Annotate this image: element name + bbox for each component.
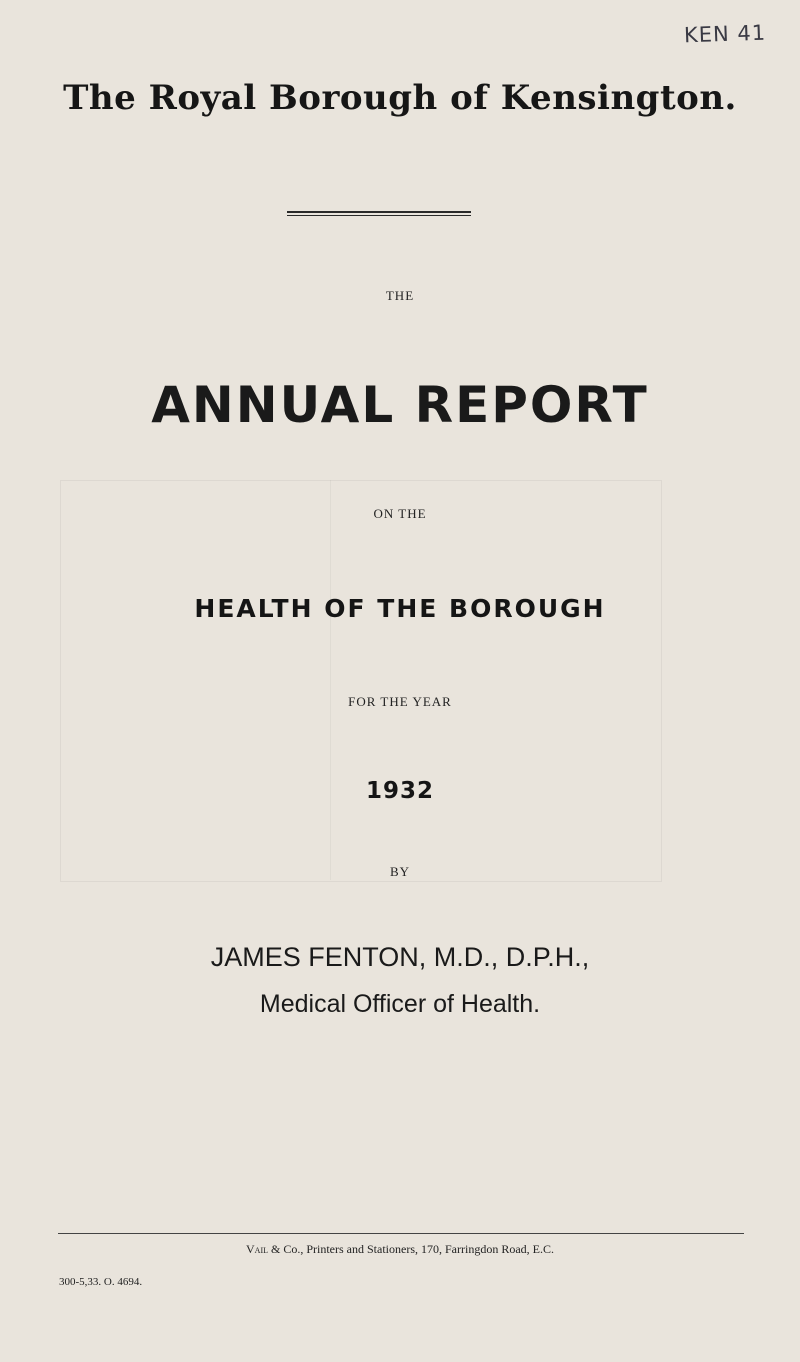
printer-imprint bbox=[0, 1242, 800, 1257]
title-rule bbox=[287, 211, 471, 213]
archive-reference: KEN 41 bbox=[683, 20, 767, 48]
report-subject: HEALTH OF THE BOROUGH bbox=[194, 594, 606, 623]
printer-name: Vail bbox=[246, 1242, 268, 1256]
on-the-label: ON THE bbox=[373, 506, 427, 521]
bleed-through-divider bbox=[330, 480, 331, 880]
the-label: THE bbox=[385, 288, 415, 303]
author-role: Medical Officer of Health. bbox=[259, 990, 541, 1018]
borough-heading: The Royal Borough of Kensington. bbox=[63, 78, 737, 118]
print-code: 300-5,33. O. 4694. bbox=[59, 1276, 143, 1288]
bleed-through-table bbox=[60, 480, 662, 882]
title-rule-secondary bbox=[287, 215, 471, 216]
report-year: 1932 bbox=[365, 778, 434, 804]
author-name: JAMES FENTON, M.D., D.P.H., bbox=[210, 942, 590, 972]
by-label: BY bbox=[389, 864, 411, 879]
printer-details: & Co., Printers and Stationers, 170, Farringdon Road, E.C. bbox=[268, 1242, 554, 1256]
report-title: ANNUAL REPORT bbox=[151, 376, 649, 434]
footer-rule bbox=[58, 1233, 744, 1234]
for-the-year-label: FOR THE YEAR bbox=[348, 694, 452, 709]
